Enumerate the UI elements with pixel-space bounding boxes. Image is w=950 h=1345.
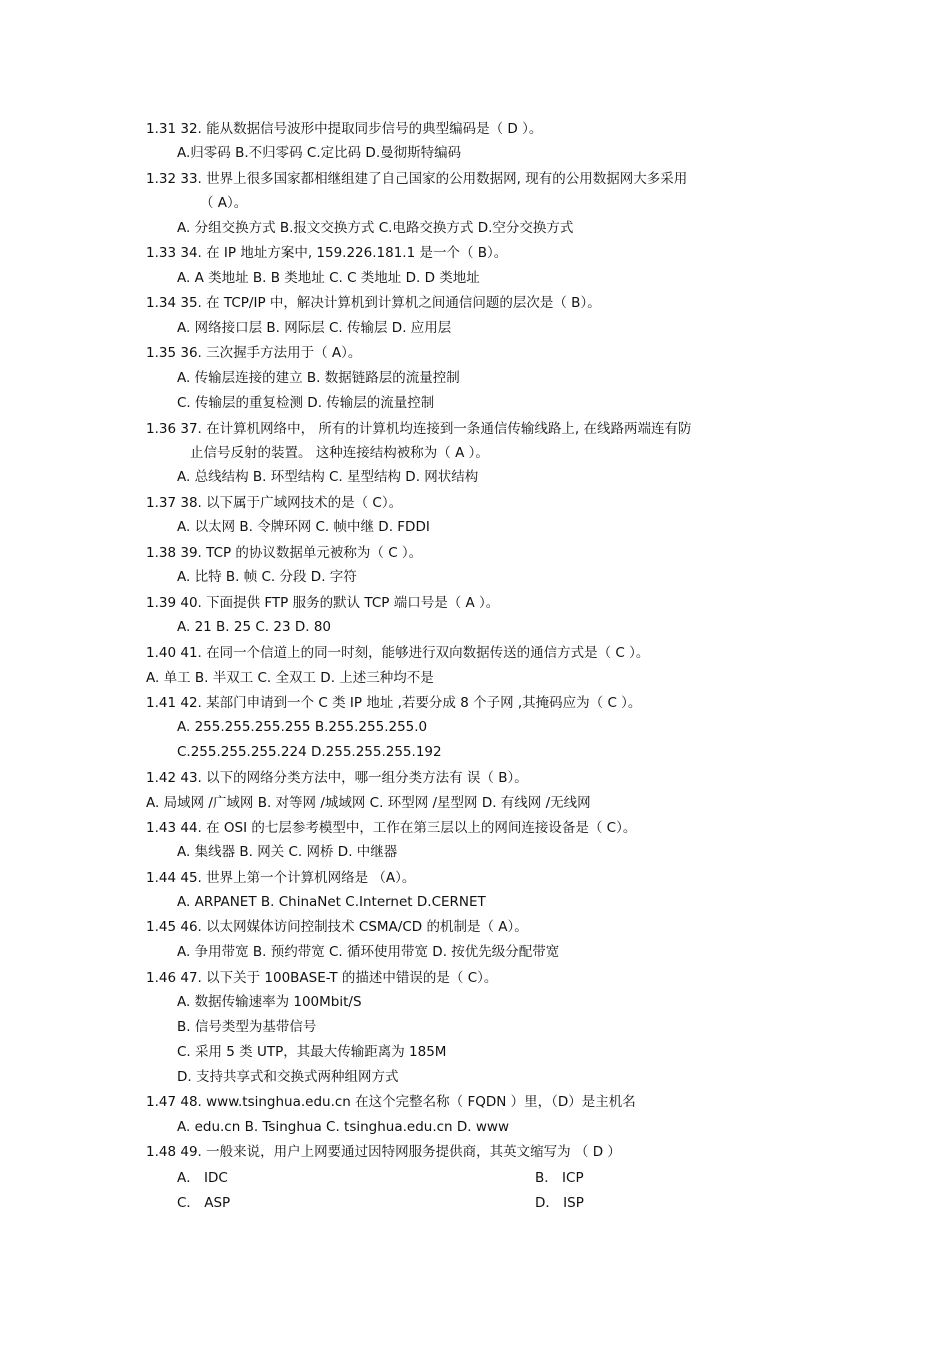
line-q47-a: A. 数据传输速率为 100Mbit/S — [177, 994, 362, 1010]
line-q49-c: C． ASP — [177, 1195, 231, 1211]
line-q43: 1.42 43. 以下的网络分类方法中，哪一组分类方法有 误（ B）。 — [146, 770, 528, 786]
line-q49-b: B． ICP — [535, 1170, 584, 1186]
line-q35: 1.34 35. 在 TCP/IP 中，解决计算机到计算机之间通信问题的层次是（ B）。 — [146, 295, 601, 311]
line-q41-opts: A. 单工 B. 半双工 C. 全双工 D. 上述三种均不是 — [146, 670, 434, 686]
line-q43-opts: A. 局域网 /广域网 B. 对等网 /城域网 C. 环型网 /星型网 D. 有线网 /无线网 — [146, 795, 591, 811]
line-q42: 1.41 42. 某部门申请到一个 C 类 IP 地址 ,若要分成 8 个子网 ,其掩码应为（ C ）。 — [146, 695, 642, 711]
line-q47-d: D. 支持共享式和交换式两种组网方式 — [177, 1069, 399, 1085]
line-q42-opts1: A. 255.255.255.255 B.255.255.255.0 — [177, 719, 428, 735]
line-q48: 1.47 48. www.tsinghua.edu.cn 在这个完整名称（ FQDN ）里，（D）是主机名 — [146, 1094, 636, 1110]
line-q40-opts: A. 21 B. 25 C. 23 D. 80 — [177, 619, 331, 635]
line-q34: 1.33 34. 在 IP 地址方案中, 159.226.181.1 是一个（ B）。 — [146, 245, 508, 261]
line-q39-opts: A. 比特 B. 帧 C. 分段 D. 字符 — [177, 569, 357, 585]
line-q37-cont: 止信号反射的装置。 这种连接结构被称为（ A ）。 — [190, 445, 489, 461]
line-q32: 1.31 32. 能从数据信号波形中提取同步信号的典型编码是（ D ）。 — [146, 121, 543, 137]
line-q37-opts: A. 总线结构 B. 环型结构 C. 星型结构 D. 网状结构 — [177, 469, 479, 485]
line-q49: 1.48 49. 一般来说，用户上网要通过因特网服务提供商，其英文缩写为 （ D ） — [146, 1144, 621, 1160]
line-q44-opts: A. 集线器 B. 网关 C. 网桥 D. 中继器 — [177, 844, 398, 860]
line-q47-c: C. 采用 5 类 UTP，其最大传输距离为 185M — [177, 1044, 447, 1060]
line-q37: 1.36 37. 在计算机网络中， 所有的计算机均连接到一条通信传输线路上, 在线路两端连有防 — [146, 421, 692, 437]
line-q46-opts: A. 争用带宽 B. 预约带宽 C. 循环使用带宽 D. 按优先级分配带宽 — [177, 944, 560, 960]
line-q36: 1.35 36. 三次握手方法用于（ A）。 — [146, 345, 362, 361]
line-q47: 1.46 47. 以下关于 100BASE-T 的描述中错误的是（ C）。 — [146, 970, 498, 986]
line-q36-opts2: C. 传输层的重复检测 D. 传输层的流量控制 — [177, 395, 435, 411]
line-q34-opts: A. A 类地址 B. B 类地址 C. C 类地址 D. D 类地址 — [177, 270, 480, 286]
line-q49-d: D． ISP — [535, 1195, 584, 1211]
line-q39: 1.38 39. TCP 的协议数据单元被称为（ C ）。 — [146, 545, 423, 561]
line-q45-opts: A. ARPANET B. ChinaNet C.Internet D.CERNET — [177, 894, 486, 910]
line-q44: 1.43 44. 在 OSI 的七层参考模型中，工作在第三层以上的网间连接设备是（ C）。 — [146, 820, 637, 836]
line-q47-b: B. 信号类型为基带信号 — [177, 1019, 317, 1035]
line-q32-opts: A.归零码 B.不归零码 C.定比码 D.曼彻斯特编码 — [177, 145, 462, 161]
line-q45: 1.44 45. 世界上第一个计算机网络是 （A）。 — [146, 870, 416, 886]
line-q42-opts2: C.255.255.255.224 D.255.255.255.192 — [177, 744, 442, 760]
line-q40: 1.39 40. 下面提供 FTP 服务的默认 TCP 端口号是（ A ）。 — [146, 595, 500, 611]
line-q36-opts1: A. 传输层连接的建立 B. 数据链路层的流量控制 — [177, 370, 460, 386]
line-q33: 1.32 33. 世界上很多国家都相继组建了自己国家的公用数据网, 现有的公用数据网大多采用 — [146, 171, 688, 187]
line-q41: 1.40 41. 在同一个信道上的同一时刻，能够进行双向数据传送的通信方式是（ C ）。 — [146, 645, 650, 661]
line-q46: 1.45 46. 以太网媒体访问控制技术 CSMA/CD 的机制是（ A）。 — [146, 919, 528, 935]
line-q33-cont: （ A）。 — [200, 195, 248, 211]
line-q49-a: A． IDC — [177, 1170, 228, 1186]
line-q35-opts: A. 网络接口层 B. 网际层 C. 传输层 D. 应用层 — [177, 320, 452, 336]
line-q33-opts: A. 分组交换方式 B.报文交换方式 C.电路交换方式 D.空分交换方式 — [177, 220, 574, 236]
line-q38: 1.37 38. 以下属于广域网技术的是（ C）。 — [146, 495, 403, 511]
line-q48-opts: A. edu.cn B. Tsinghua C. tsinghua.edu.cn D. www — [177, 1119, 509, 1135]
line-q38-opts: A. 以太网 B. 令牌环网 C. 帧中继 D. FDDI — [177, 519, 430, 535]
